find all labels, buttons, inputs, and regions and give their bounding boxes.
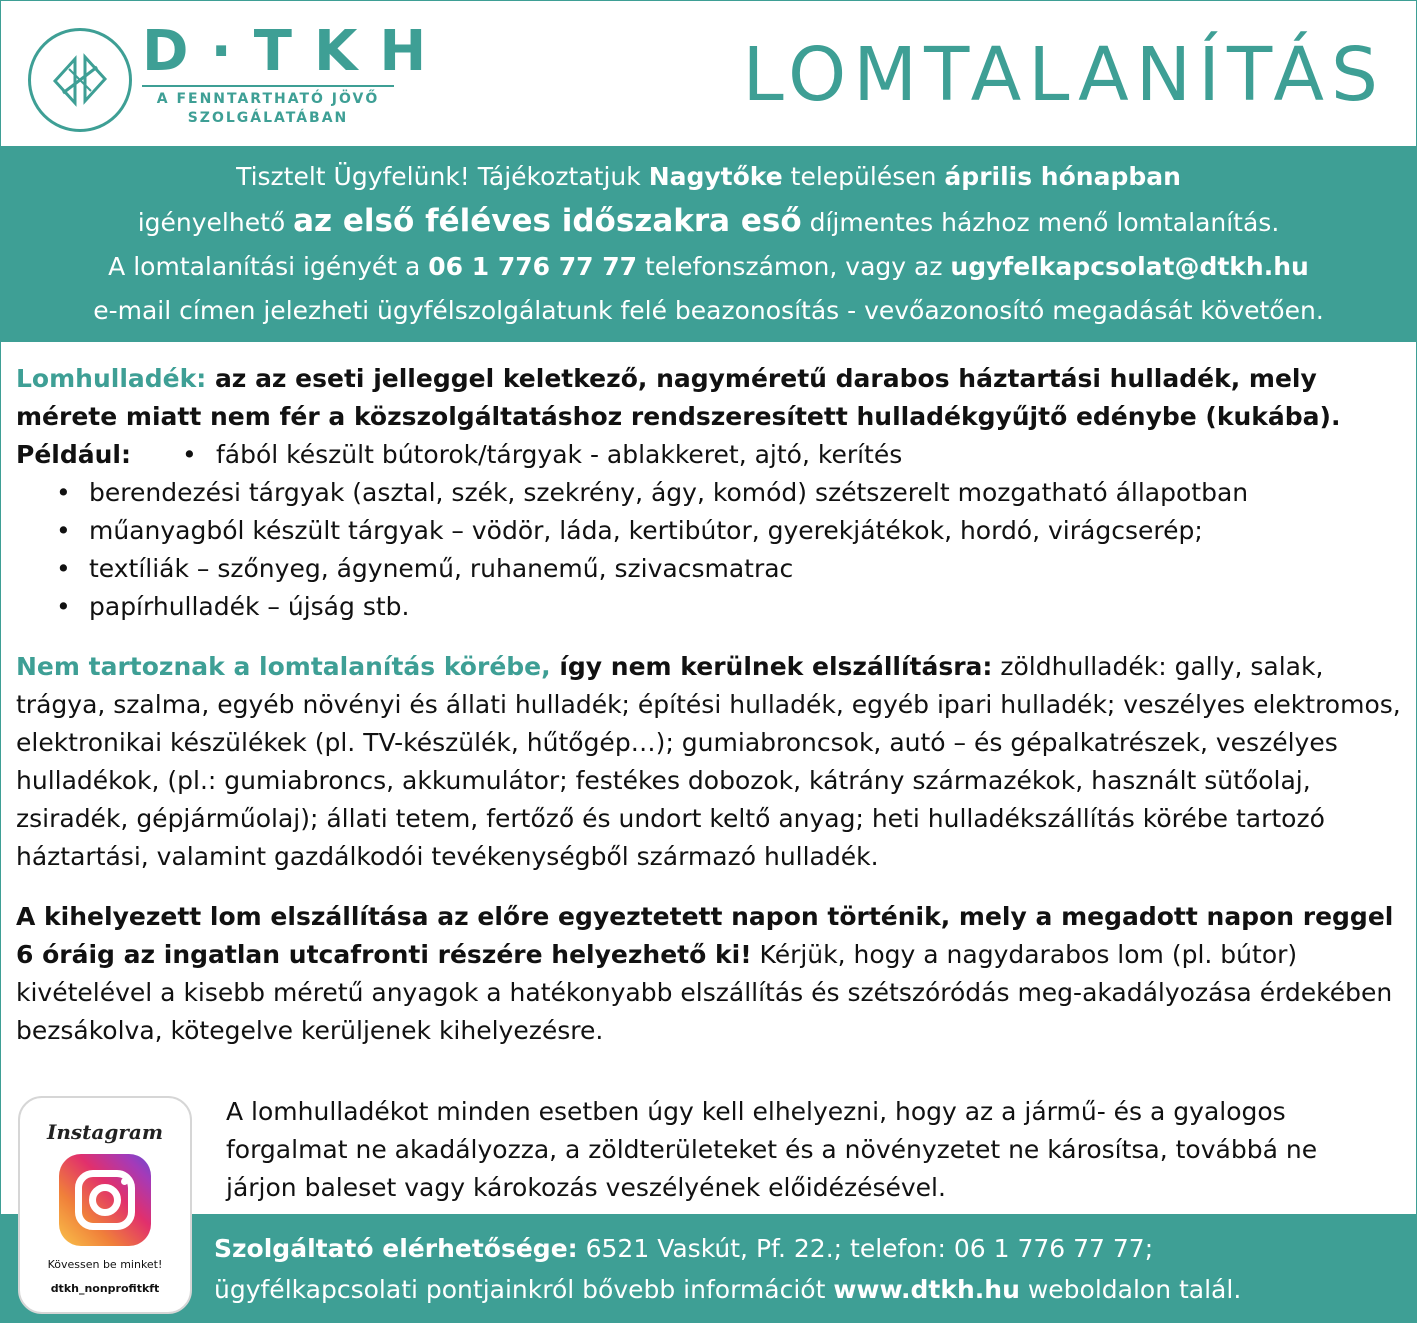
instagram-handle: dtkh_nonprofitkft: [50, 1282, 160, 1295]
list-item: • papírhulladék – újság stb.: [16, 588, 1406, 626]
examples-row: [16, 436, 1406, 474]
instagram-card[interactable]: [18, 1096, 192, 1314]
period-highlight: az első féléves időszakra eső: [293, 203, 802, 239]
pickup-paragraph: [16, 898, 1406, 1050]
info-line-3: [0, 245, 1417, 289]
footer-label: Szolgáltató elérhetősége:: [214, 1234, 578, 1263]
settlement-name: Nagytőke: [648, 162, 783, 191]
footer-line-2: [214, 1269, 1404, 1310]
exclusions-paragraph: [16, 648, 1406, 876]
info-line-2: [0, 199, 1417, 245]
placement-paragraph: A lomhulladékot minden esetben úgy kell elhelyezni, hogy az a jármű- és a gyalogos forgalmat ne akadályozza, a zöldterületeket és a növényzetet ne károsítsa, továbbá ne járjon baleset vagy károkozás veszélyének előidézésével.: [226, 1097, 1318, 1202]
main-content: [16, 360, 1406, 1050]
tagline-line-1: A FENNTARTHATÓ JÖVŐ: [156, 91, 380, 107]
info-text: díjmentes házhoz menő lomtalanítás.: [801, 208, 1280, 237]
footer-address: 6521 Vaskút, Pf. 22.; telefon: 06 1 776 77 77;: [577, 1234, 1154, 1263]
website-link[interactable]: www.dtkh.hu: [833, 1275, 1020, 1304]
instagram-wordmark: Instagram: [47, 1120, 163, 1144]
examples-list: [16, 474, 1406, 626]
page-title: LOMTALANÍTÁS: [742, 32, 1385, 118]
instagram-follow-text: Kövessen be minket!: [47, 1258, 163, 1271]
info-text: Tisztelt Ügyfelünk! Tájékoztatjuk: [236, 162, 649, 191]
info-line-1: [0, 155, 1417, 199]
instagram-icon: [59, 1154, 151, 1246]
list-item: • műanyagból készült tárgyak – vödör, láda, kertibútor, gyerekjátékok, hordó, virágcserép;: [16, 512, 1406, 550]
month-name: április hónapban: [944, 162, 1181, 191]
examples-label: Például:: [16, 440, 131, 469]
phone-number: 06 1 776 77 77: [428, 252, 638, 281]
info-line-4: e-mail címen jelezheti ügyfélszolgálatunk felé beazonosítás - vevőazonosító megadását követően.: [93, 296, 1324, 325]
footer-text: ügyfélkapcsolati pontjainkról bővebb információt: [214, 1275, 834, 1304]
email-address: ugyfelkapcsolat@dtkh.hu: [950, 252, 1309, 281]
tagline-line-2: SZOLGÁLATÁBAN: [187, 110, 349, 126]
info-text: településen: [782, 162, 945, 191]
brand-divider: [142, 85, 394, 87]
definition-label: Lomhulladék:: [16, 364, 207, 393]
pickup-bold: A kihelyezett lom elszállítása az előre egyeztetett napon történik, mely a megadott napon reggel 6 óráig az ingatlan utcafronti részére helyezhető ki!: [16, 902, 1394, 969]
list-item: • fából készült bútorok/tárgyak - ablakkeret, ajtó, kerítés: [166, 436, 902, 474]
footer-contact: [214, 1228, 1404, 1310]
exclusions-text: zöldhulladék: gally, salak, trágya, szalma, egyéb növényi és állati hulladék; építési hulladék, egyéb ipari hulladék; veszélyes elektromos, elektronikai készülékek (pl. TV-készülék, hűtőgép…); gumiabroncsok, autó – és gépalkatrészek, veszélyes hulladékok, (pl.: gumiabroncs, akkumulátor; festékes dobozok, kátrány származékok, használt sütőolaj, zsiradék, gépjárműolaj); állati tetem, fertőző és undort keltő anyag; heti hulladékszállítás körébe tartozó háztartási, valamint gazdálkodói tevékenységből származó hulladék.: [16, 652, 1401, 871]
instagram-icon-lens: [89, 1184, 121, 1216]
info-text: A lomtalanítási igényét a: [108, 252, 429, 281]
footer-text: weboldalon talál.: [1019, 1275, 1242, 1304]
footer-line-1: [214, 1228, 1404, 1269]
info-band: [0, 146, 1417, 342]
pickup-text: Kérjük, hogy a nagydarabos lom (pl. bútor) kivételével a kisebb méretű anyagok a hatékonyabb elszállítás és szétszóródás meg-akadályozása érdekében bezsákolva, kötegelve kerüljenek kihelyezésre.: [16, 940, 1393, 1045]
list-item: • berendezési tárgyak (asztal, szék, szekrény, ágy, komód) szétszerelt mozgatható állapotban: [16, 474, 1406, 512]
list-item: • textíliák – szőnyeg, ágynemű, ruhanemű, szivacsmatrac: [16, 550, 1406, 588]
definition-paragraph: [16, 360, 1406, 436]
dtkh-logo-icon: [28, 28, 132, 132]
exclusions-bold: így nem kerülnek elszállításra:: [550, 652, 993, 681]
exclusions-label: Nem tartoznak a lomtalanítás körébe,: [16, 652, 551, 681]
instagram-icon-dot: [121, 1178, 128, 1185]
brand-name: D·TKH: [142, 19, 449, 84]
info-text: igényelhető: [137, 208, 294, 237]
info-text: telefonszámon, vagy az: [637, 252, 951, 281]
brand-tagline: [142, 90, 394, 128]
definition-text: az az eseti jelleggel keletkező, nagyméretű darabos háztartási hulladék, mely mérete miatt nem fér a közszolgáltatáshoz rendszeresített hulladékgyűjtő edénybe (kukába).: [16, 364, 1341, 431]
